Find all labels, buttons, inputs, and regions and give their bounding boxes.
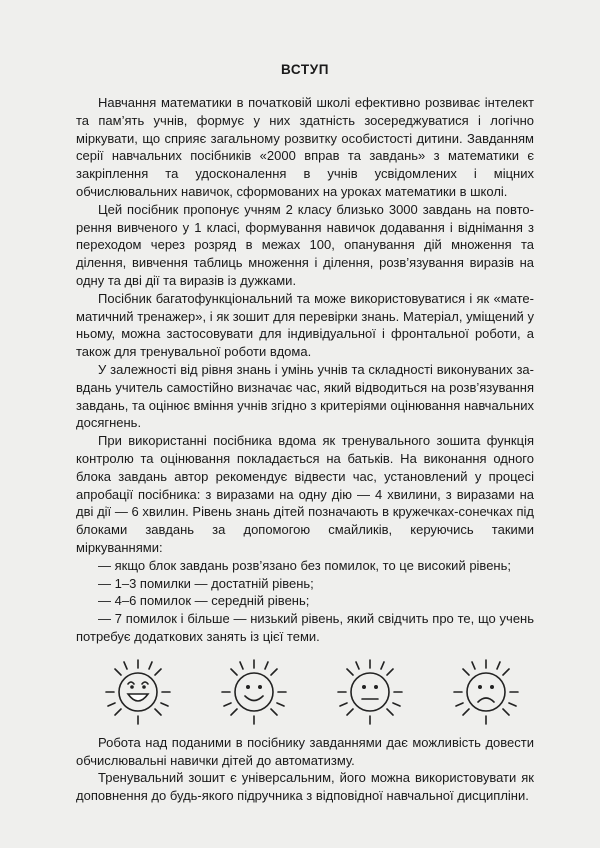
smiley-row [76,646,534,730]
page-title: ВСТУП [281,62,329,77]
sun-sad-icon [450,656,522,728]
sun-smiling-icon [218,656,290,728]
paragraph: Цей посібник пропонує учням 2 класу близько 3000 завдань на повторення вивченого у 1 класі, формування навичок додавання і віднімання з переходом через розряд в межах 100, опанування дій множення та ділення, вивчення таблиць множення і ділення, розв’язування виразів на одну та дві дії та виразів із дужками. [76,201,534,288]
paragraph: Посібник багатофункціональний та може використовуватися і як «математичний тренажер», і як зошит для перевірки знань. Матеріал, уміщений у ньому, можна застосовувати для індивідуальної і фронтальної роботи, а також для тренувальної роботи вдома. [76,290,534,360]
paragraph: Робота над поданими в посібнику завданнями дає можливість довести обчислювальні навички дітей до автоматизму. [76,734,534,768]
paragraph: Тренувальний зошит є універсальним, його можна використовувати як доповнення до будь-якого підручника з відповідної навчальної дисципліни. [76,770,534,804]
sun-neutral-icon [334,656,406,728]
level-item-high: — якщо блок завдань розв’язано без помилок, то це високий рівень; [98,557,511,573]
paragraph: Навчання математики в початковій школі ефективно розвиває інтелект та пам’ять учнів, формує у них здатність зосереджуватися і логічно міркувати, що сприяє загальному розвитку особистості дитини. Завданням серії навчальних посібників «2000 вправ та завдань» з математики є закріплення та удосконалення в учнів усвідомлених і міцних обчислювальних навичок, сформованих на уроках математики в школі. [76,95,534,199]
level-item-low: — 7 помилок і більше — низький рівень, який свідчить про те, що учень потребує додаткових занять із цієї теми. [76,611,534,644]
paragraph: При використанні посібника вдома як тренувального зошита функція контролю та оцінювання покладається на батьків. На виконання одного блока завдань автор рекомендує відвести час, установлений у процесі апробації посібника: з виразами на одну дію — 4 хвилини, з виразами на дві дії — 6 хвилин. Рівень знань дітей позначають в кружечках-сонечках під блоками завдань за допомогою смайликів, керуючись такими міркуваннями: [76,433,534,555]
level-list [76,557,534,646]
level-item-sufficient: — 1–3 помилки — достатній рівень; [98,575,314,591]
paragraph: У залежності від рівня знань і умінь учнів та складності виконуваних завдань учитель самостійно визначає час, який відводиться на розв’язування завдань, та оцінює вміння учнів згідно з критеріями оцінювання навчальних досягнень. [76,361,534,431]
sun-laughing-icon [102,656,174,728]
level-item-medium: — 4–6 помилок — середній рівень; [98,593,310,609]
